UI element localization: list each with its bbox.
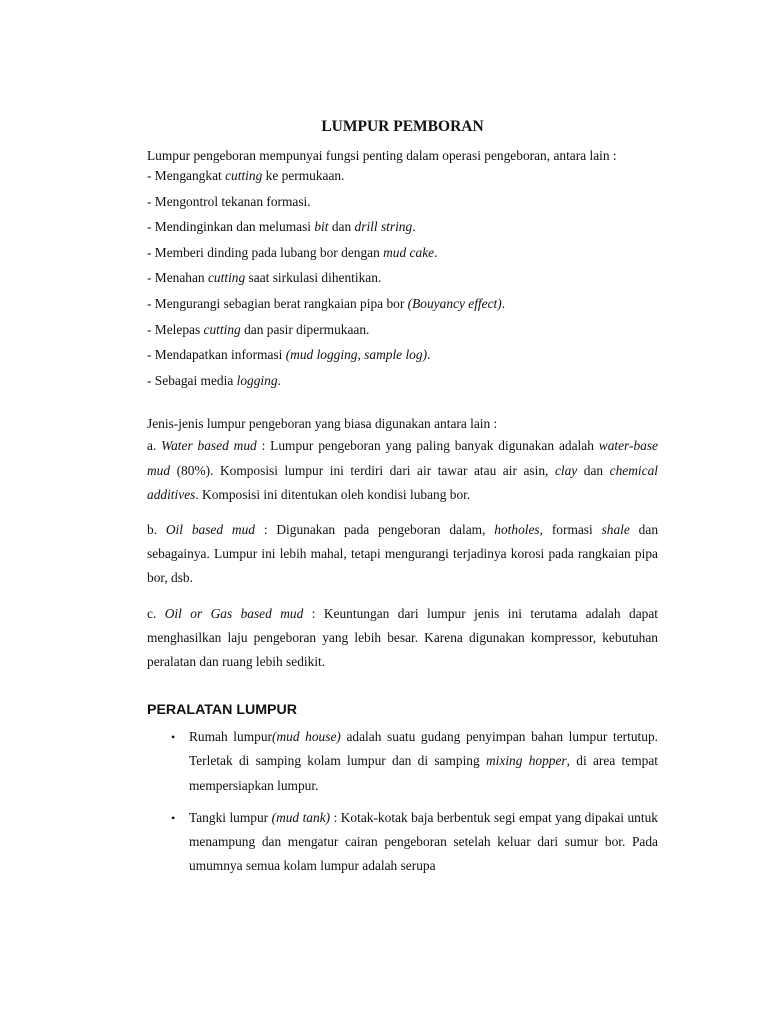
- list-item: • Rumah lumpur(mud house) adalah suatu gudang penyimpan bahan lumpur tertutup. Terletak di samping kolam lumpur dan di samping mixing hopper, di area tempat mempersiapkan lumpur.: [147, 725, 658, 798]
- list-item: - Melepas cutting dan pasir dipermukaan.: [147, 321, 370, 337]
- list-item: - Memberi dinding pada lubang bor dengan mud cake.: [147, 244, 438, 260]
- types-intro: Jenis-jenis lumpur pengeboran yang biasa digunakan antara lain :: [147, 416, 498, 432]
- list-item: - Mengangkat cutting ke permukaan.: [147, 168, 345, 183]
- equipment-list: [147, 725, 658, 878]
- type-oil-based: b. Oil based mud : Digunakan pada pengeboran dalam, hotholes, formasi shale dan sebagainya. Lumpur ini lebih mahal, tetapi mengurangi terjadinya korosi pada rangkaian pipa bor, dsb.: [147, 521, 659, 586]
- type-oil-gas-based: c. Oil or Gas based mud : Keuntungan dari lumpur jenis ini terutama adalah dapat menghasilkan laju pengeboran yang lebih besar. Karena digunakan kompressor, kebutuhan peralatan dan ruang lebih sedikit.: [147, 605, 658, 669]
- list-item: - Sebagai media logging.: [147, 372, 281, 388]
- type-water-based: a. Water based mud : Lumpur pengeboran yang paling banyak digunakan adalah water-base mud (80%). Komposisi lumpur ini terdiri dari air tawar atau air asin, clay dan chemical additives. Komposisi ini ditentukan oleh kondisi lubang bor.: [147, 438, 659, 502]
- intro-paragraph: Lumpur pengeboran mempunyai fungsi penting dalam operasi pengeboran, antara lain :: [147, 148, 617, 163]
- list-item: - Mendinginkan dan melumasi bit dan drill string.: [147, 219, 416, 235]
- page-title: LUMPUR PEMBORAN: [321, 118, 484, 135]
- list-item: - Mengurangi sebagian berat rangkaian pipa bor (Bouyancy effect).: [147, 295, 506, 311]
- list-item: - Mengontrol tekanan formasi.: [147, 193, 311, 209]
- bullet-icon: •: [171, 810, 176, 825]
- list-item: • Tangki lumpur (mud tank) : Kotak-kotak baja berbentuk segi empat yang dipakai untuk menampung dan mengatur cairan pengeboran setelah keluar dari sumur bor. Pada umumnya semua kolam lumpur adalah serupa: [147, 806, 658, 879]
- bullet-icon: •: [171, 730, 176, 745]
- functions-list: [147, 168, 658, 398]
- equipment-heading: PERALATAN LUMPUR: [147, 702, 298, 719]
- list-item: - Menahan cutting saat sirkulasi dihentikan.: [147, 270, 382, 286]
- list-item: - Mendapatkan informasi (mud logging, sample log).: [147, 347, 431, 363]
- document-page: [147, 118, 658, 886]
